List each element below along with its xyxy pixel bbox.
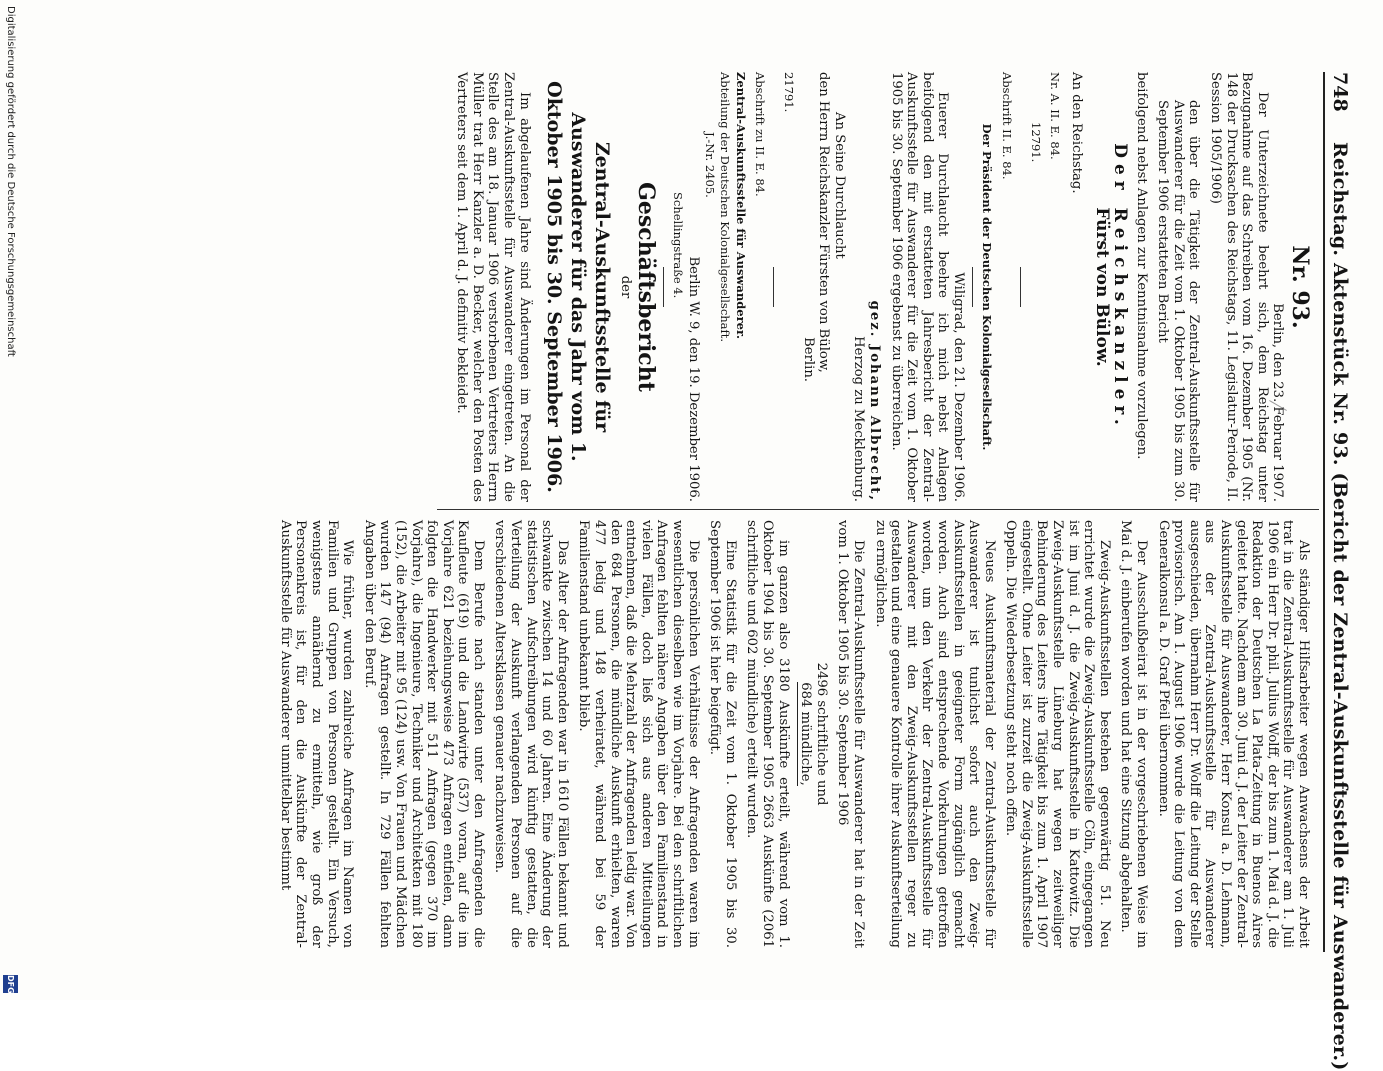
column-divider (437, 509, 1319, 510)
office-name: Zentral-Auskunftsstelle für Auswanderer. (733, 72, 748, 339)
statistics-block (797, 520, 829, 948)
paragraph-board: Der Ausschußbeirat ist in der vorgeschriebenen Weise im Mai d. J. einberufen worden und hat eine Sitzung abgehalten. (1118, 520, 1150, 948)
personnel-paragraph: Im abgelaufenen Jahre sind Änderungen im Personal der Zentral-Auskunftsstelle für Auswanderer eingetreten. An die Stelle des am 18. Januar 1906 verstorbenen Vertreters Herrn Müller trat Herr Kanzler a. D. Becker, welcher den Posten des Vertreters seit dem 1. April d. J. definitiv bekleidet. (454, 72, 532, 502)
separator (1020, 267, 1021, 307)
signature-name: Fürst von Bülow. (1092, 207, 1113, 367)
separator (972, 267, 973, 307)
paragraph-total: im ganzen also 3180 Auskünfte erteilt, während vom 1. Oktober 1904 bis 30. September 1905 2663 Auskünfte (2061 schriftliche und 602 mündliche) erteilt wurden. (744, 520, 791, 948)
paragraph-branches: Zweig-Auskunftsstellen bestehen gegenwärtig 51. Neu errichtet wurde die Zweig-Auskunftsstelle Cöln, eingegangen ist im Juni d. J. die Zweig-Auskunftsstelle in Kattowitz. Die Zweig-Auskunftsstelle Lüneburg hat wegen zeitweiliger Behinderung des Leiters ihre Tätigkeit bis zum 1. April 1907 eingestellt. Ohne Leiter ist zurzeit die Zweig-Auskunftsstelle Oppeln. Die Wiederbesetzung steht noch offen. (1003, 520, 1112, 948)
intro-paragraph-2: den über die Tätigkeit der Zentral-Auskunftsstelle für Auswanderer für die Zeit vom 1. Oktober 1905 bis zum 30. September 1906 erstatteten Bericht (1155, 100, 1202, 502)
report-title-der: der (618, 275, 634, 299)
intro-paragraph-3: beifolgend nebst Anlagen zur Kenntnisnahme vorzulegen. (1133, 72, 1149, 460)
street-address: Schellingstraße 4. (671, 192, 686, 299)
copy-note-2: Abschrift zu II. E. 84. (753, 72, 768, 197)
signature-title: Der Reichskanzler. (1110, 143, 1131, 431)
journal-number: J.-Nr. 2405. (702, 132, 717, 198)
copy-note: Abschrift II. E. 84. (1000, 72, 1015, 180)
addressee-2-city: Berlin. (800, 337, 816, 382)
reference-number-3: 21791. (781, 72, 796, 113)
department: Abteilung der Deutschen Kolonialgesellschaft. (718, 72, 733, 343)
addressee-2-line: den Herrn Reichskanzler Fürsten von Bülow, (816, 72, 832, 373)
paragraph-families: Wie früher, wurden zahlreiche Anfragen im Namen von Familien und Gruppen von Personen gestellt. Ein Versuch, wenigstens annähernd zu ermitteln, wie groß der Personenkreis ist, für den die Auskünfte der Zentral-Auskunftsstelle für Auswanderer unmittelbar bestimmt (277, 520, 356, 948)
left-column (448, 72, 1311, 502)
reference-number: Nr. A. II. E. 84. (1048, 72, 1063, 160)
place-date-3: Berlin W. 9, den 19. Dezember 1906. (686, 256, 701, 502)
running-title: Reichstag. Aktenstück Nr. 93. (Bericht der Zentral-Auskunftsstelle für Auswanderer.) (1329, 142, 1351, 1071)
stat-written: 2496 schriftliche und (813, 662, 829, 806)
document-number: Nr. 93. (1287, 245, 1313, 329)
cover-letter: Euerer Durchlaucht beehre ich mich nebst Anlagen beifolgend den mit erstatteten Jahresbericht der Zentral-Auskunftsstelle für Auswanderer für die Zeit vom 1. Oktober 1905 bis 30. September 1906 ergebenst zu überreichen. (888, 72, 951, 502)
digitization-footer (0, 0, 19, 1000)
signature-2-title: Herzog zu Mecklenburg. (851, 336, 867, 502)
signature-2: gez. Johann Albrecht, (866, 300, 882, 502)
right-column (271, 520, 1311, 948)
intro-paragraph: Der Unterzeichnete beehrt sich, dem Reichstag unter Bezugnahme auf das Schreiben vom 16. Dezember 1905 (Nr. 148 der Drucksachen des Reichstags, 11. Legislatur-Periode, II. Session 1905/1906) (1208, 72, 1270, 502)
addressee: An den Reichstag. (1068, 72, 1084, 194)
paragraph-material: Neues Auskunftsmaterial der Zentral-Auskunftsstelle für Auswanderer ist tunlichst sofort auch den Zweig-Auskunftsstellen in geeigneter Form zugänglich gemacht worden. Auch sind entsprechende Vorkehrungen getroffen worden, um den Verkehr der Zentral-Auskunftsstelle für Auswanderer mit den Zweig-Auskunftsstellen reger zu gestalten und eine genauere Kontrolle ihrer Auskunftserteilung zu ermöglichen. (872, 520, 997, 948)
paragraph-staff: Als ständiger Hilfsarbeiter wegen Anwachsens der Arbeit trat in die Zentral-Auskunftsstelle für Auswanderer am 1. Juli 1906 ein Herr Dr. phil. Julius Wolff, der bis zum 1. Mai d. J. die Redaktion der Deutschen La Plata-Zeitung in Buenos Aires geleitet hatte. Nachdem am 30. Juni d. J. der Leiter der Zentral-Auskunftsstelle für Auswanderer, Herr Konsul a. D. Lehmann, aus der Zentral-Auskunftsstelle für Auswanderer ausgeschieden, übernahm Herr Dr. Wolff die Leitung der Stelle provisorisch. Am 1. August 1906 wurde die Leitung von dem Generalkonsul a. D. Graf Pfeil übernommen. (1155, 520, 1311, 948)
report-title: Geschäftsbericht (632, 182, 659, 392)
addressee-2: An Seine Durchlaucht (831, 112, 847, 259)
funding-credit: Digitalisierung gefördert durch die Deutsche Forschungsgemeinschaft (5, 6, 16, 357)
report-subtitle: Zentral-Auskunftsstelle für Auswanderer für das Jahr vom 1. Oktober 1905 bis 30. September 1906. (542, 81, 613, 493)
paragraph-personal: Die persönlichen Verhältnisse der Anfragenden waren im wesentlichen dieselben wie im Vorjahre. Bei den schriftlichen Anfragen fehlten nähere Angaben über den Familienstand in vielen Fällen, doch ließ sich aus anderen Mitteilungen entnehmen, daß die Mehrzahl der Anfragenden ledig war. Von den 684 Personen, die mündliche Auskunft erhielten, waren 477 ledig und 148 verheiratet, während bei 59 der Familienstand unbekannt blieb. (576, 520, 701, 948)
place-date: Berlin, den 23. Februar 1907. (1270, 303, 1286, 502)
paragraph-profession: Dem Berufe nach standen unter den Anfragenden die Kaufleute (619) und die Landwirte (537) voran, auf die im Vorjahre 621 beziehungsweise 473 Anfragen entfielen, dann folgten die Handwerker mit 511 Anfragen (gegen 370 im Vorjahre), die Ingenieure, Techniker und Architekten mit 180 (152), die Arbeiter mit 95 (124) usw. Von Frauen und Mädchen wurden 147 (94) Anfragen gestellt. In 729 Fällen fehlten Angaben über den Beruf. (361, 520, 486, 948)
separator (663, 267, 664, 307)
place-date-2: Wiligrad, den 21. Dezember 1906. (950, 272, 966, 502)
stat-oral (797, 520, 814, 948)
page-number: 748 (1329, 72, 1351, 112)
paragraph-statistics: Eine Statistik für die Zeit vom 1. Oktober 1905 bis 30. September 1906 ist hier beigefügt. (707, 520, 738, 948)
stat-oral-value: 684 mündliche, (798, 682, 814, 786)
paragraph-period: Die Zentral-Auskunftsstelle für Auswanderer hat in der Zeit vom 1. Oktober 1905 bis 30. September 1906 (835, 520, 866, 948)
separator (773, 267, 774, 307)
dfg-logo: DFG (3, 975, 18, 993)
paragraph-age: Das Alter der Anfragenden war in 1610 Fällen bekannt und schwankte zwischen 14 und 60 Jahren. Eine Änderung der statistischen Aufschreibungen wird künftig gestatten, die Verteilung der Auskunft verlangenden Personen auf die verschiedenen Altersklassen genauer nachzuweisen. (492, 520, 570, 948)
page-header (1323, 72, 1351, 1071)
reference-number-2: 12791. (1028, 122, 1043, 163)
president-heading: Der Präsident der Deutschen Kolonialgesellschaft. (980, 123, 995, 451)
